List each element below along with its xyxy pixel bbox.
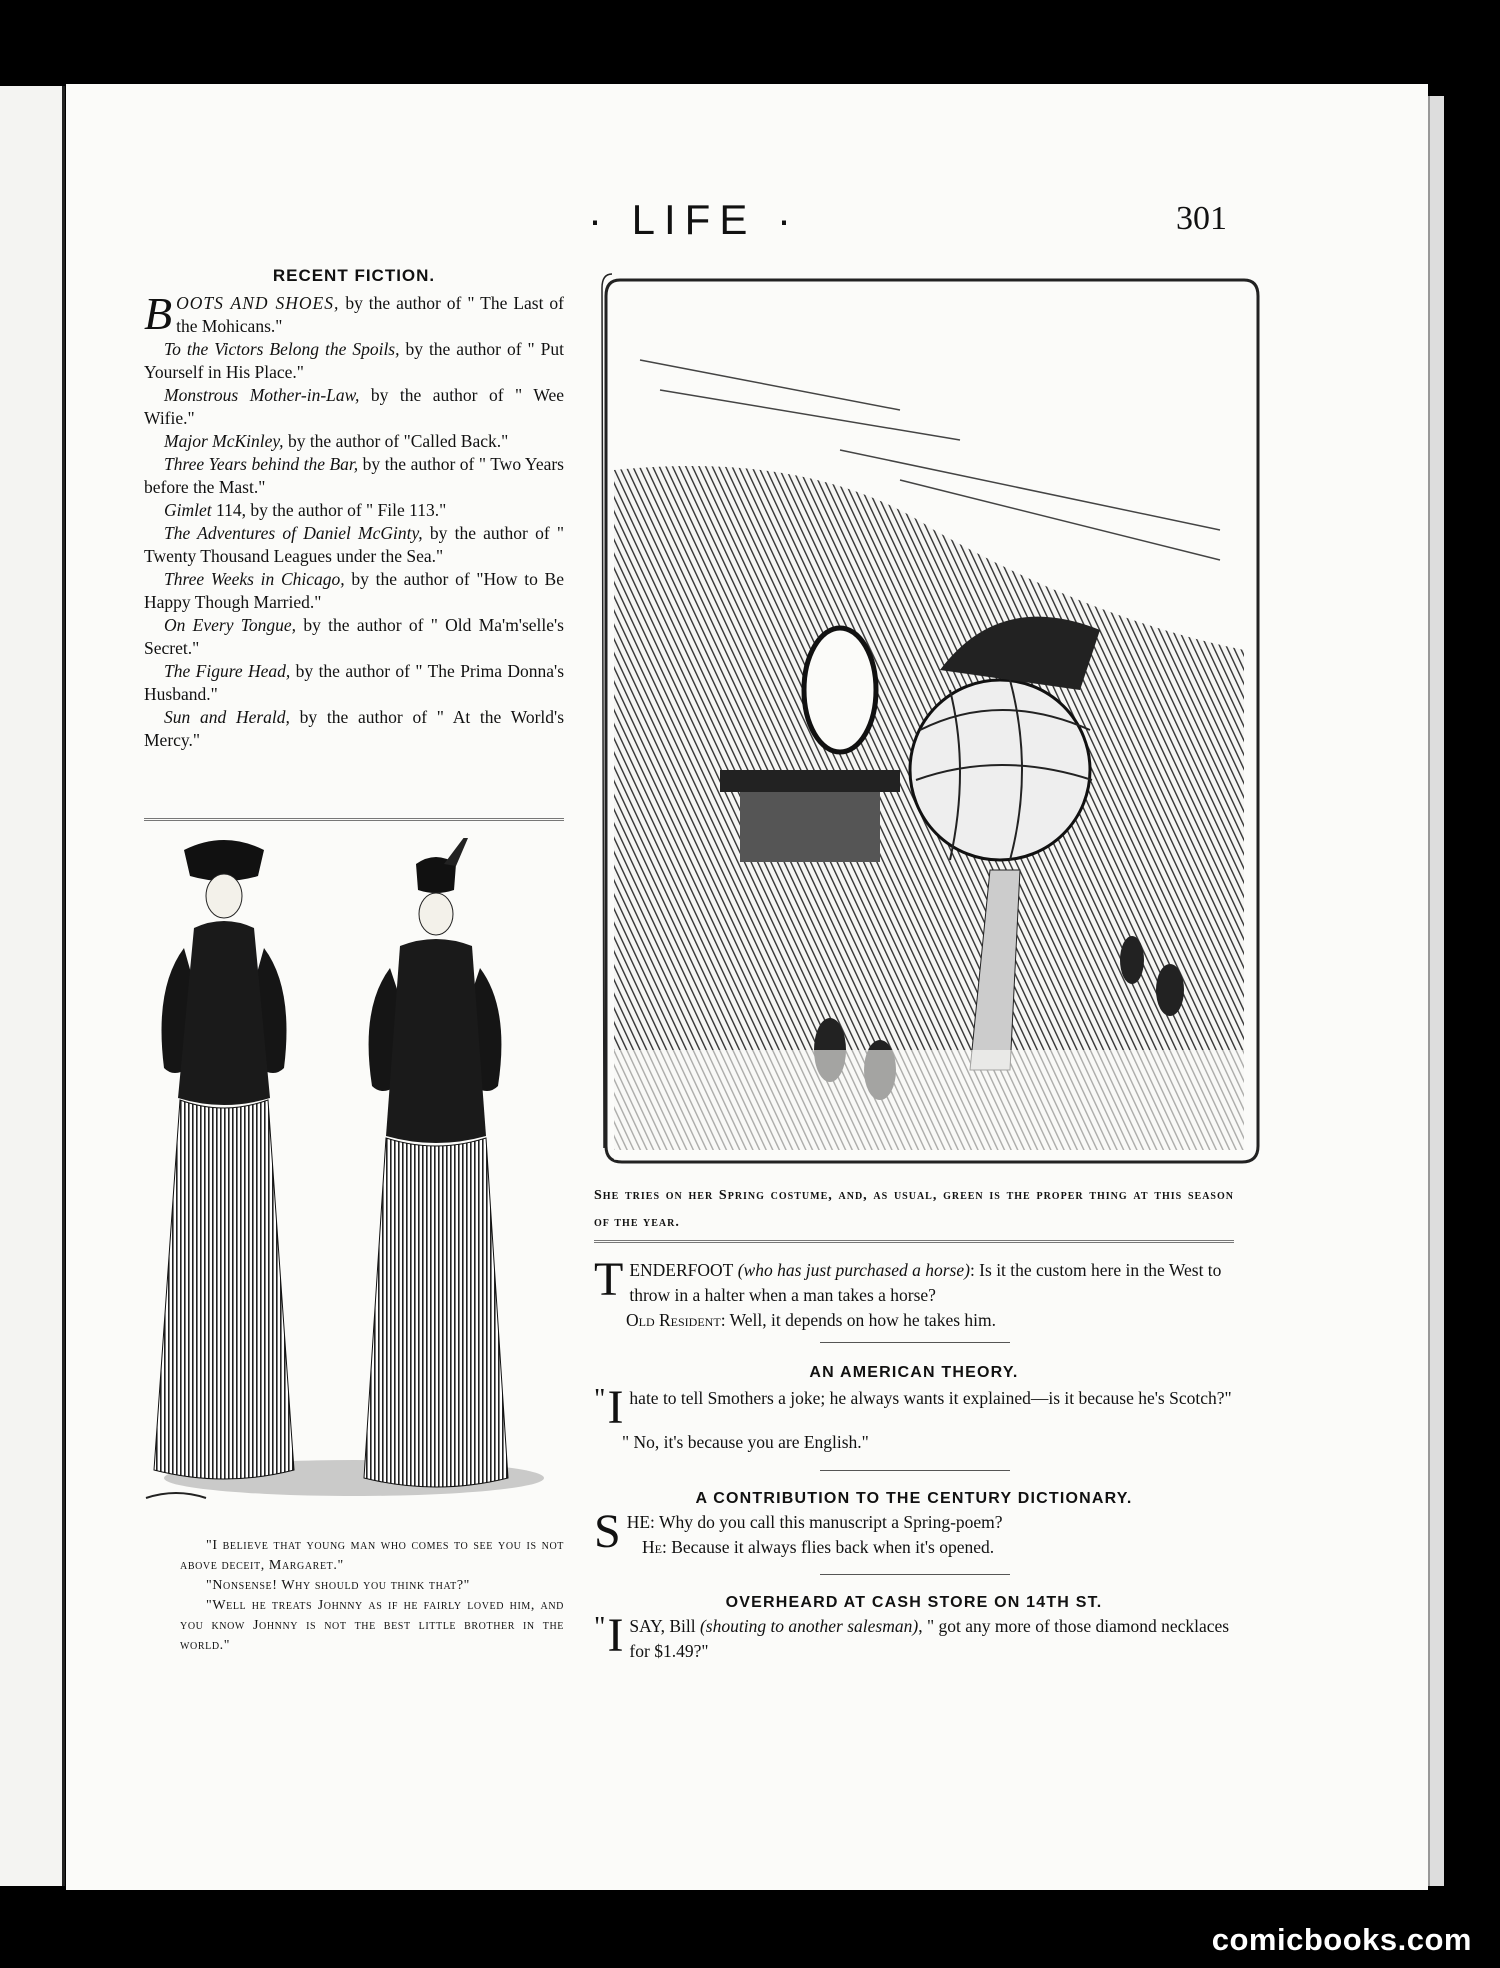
century-dictionary-title: A CONTRIBUTION TO THE CENTURY DICTIONARY. bbox=[695, 1490, 1133, 1507]
recent-fiction-list bbox=[144, 288, 565, 752]
joke-line: SHE: Why do you call this manuscript a Spring-poem? bbox=[594, 1505, 1003, 1558]
section-divider bbox=[820, 1342, 1010, 1343]
dropcap: B bbox=[144, 288, 173, 339]
recent-fiction-title: RECENT FICTION. bbox=[272, 266, 436, 285]
two-women-illustration bbox=[144, 838, 564, 1518]
fiction-entry: Monstrous Mother-in-Law, by the author of " Wee Wifie." bbox=[144, 385, 564, 428]
speaker: ENDERFOOT bbox=[629, 1260, 734, 1280]
cash-store-joke bbox=[594, 1609, 1234, 1664]
page-stack-edge bbox=[1428, 96, 1444, 1886]
women-caption bbox=[180, 1536, 564, 1656]
caption-line: "Well he treats Johnny as if he fairly loved him, and you know Johnny is not the best little brother in the world." bbox=[180, 1598, 564, 1653]
cash-store-title: OVERHEARD AT CASH STORE ON 14TH ST. bbox=[725, 1594, 1103, 1611]
dropcap: S bbox=[594, 1505, 621, 1558]
fiction-entry: Sun and Herald, by the author of " At the World's Mercy." bbox=[144, 707, 564, 750]
masthead-title: · LIFE · bbox=[588, 196, 801, 243]
dropcap: I bbox=[607, 1381, 624, 1434]
adjacent-page-edge bbox=[0, 86, 65, 1886]
fiction-entry: The Figure Head, by the author of " The Prima Donna's Husband." bbox=[144, 661, 565, 704]
joke-line: TENDERFOOT (who has just purchased a horse): Is it the custom here in the West to throw in a halter when a man takes a horse? bbox=[594, 1253, 1222, 1306]
dropcap: T bbox=[594, 1253, 624, 1306]
tenderfoot-joke bbox=[594, 1253, 1234, 1333]
fiction-entry: Three Years behind the Bar, by the author of " Two Years before the Mast." bbox=[144, 454, 564, 497]
fiction-entry: To the Victors Belong the Spoils, by the author of " Put Yourself in His Place." bbox=[144, 339, 564, 382]
joke-line: " I hate to tell Smothers a joke; he always wants it explained—is it because he's Scotch?" bbox=[594, 1381, 1232, 1434]
site-watermark: comicbooks.com bbox=[1211, 1922, 1472, 1957]
caption-line: "Nonsense! Why should you think that?" bbox=[206, 1578, 471, 1593]
fiction-entry: On Every Tongue, by the author of " Old Ma'm'selle's Secret." bbox=[144, 615, 564, 658]
joke-line: " I SAY, Bill (shouting to another salesman), " got any more of those diamond necklaces for $1.49?" bbox=[594, 1609, 1230, 1662]
american-theory-title: AN AMERICAN THEORY. bbox=[809, 1364, 1019, 1381]
century-dictionary-joke bbox=[594, 1505, 1234, 1560]
spring-costume-illustration bbox=[600, 270, 1264, 1170]
joke-line: He: Because it always flies back when it's opened. bbox=[642, 1537, 995, 1557]
dropcap: I bbox=[607, 1609, 624, 1662]
joke-line: Old Resident: Well, it depends on how he takes him. bbox=[626, 1310, 996, 1330]
american-theory-joke bbox=[594, 1381, 1234, 1455]
page-number: 301 bbox=[1176, 200, 1227, 237]
fiction-entry: Gimlet 114, by the author of " File 113." bbox=[164, 500, 447, 520]
speaker: He bbox=[642, 1537, 662, 1557]
joke-line: " No, it's because you are English." bbox=[622, 1432, 869, 1452]
fiction-entry: The Adventures of Daniel McGinty, by the author of " Twenty Thousand Leagues under the Sea." bbox=[144, 523, 564, 566]
stage-direction: (shouting to another salesman) bbox=[699, 1616, 919, 1636]
spring-caption: She tries on her Spring costume, and, as usual, green is the proper thing at this season of the year. bbox=[594, 1188, 1234, 1230]
fiction-entry: Major McKinley, by the author of "Called Back." bbox=[164, 431, 509, 451]
fiction-entry: Three Weeks in Chicago, by the author of "How to Be Happy Though Married." bbox=[144, 569, 564, 612]
fiction-entry: BOOTS AND SHOES, by the author of " The Last of the Mohicans." bbox=[144, 288, 564, 339]
stage-direction: (who has just purchased a horse) bbox=[737, 1260, 970, 1280]
section-divider bbox=[594, 1240, 1234, 1243]
speaker: Old Resident bbox=[626, 1310, 721, 1330]
caption-line: "I believe that young man who comes to see you is not above deceit, Margaret." bbox=[180, 1538, 564, 1573]
section-divider bbox=[820, 1574, 1010, 1575]
section-divider bbox=[144, 818, 564, 821]
section-divider bbox=[820, 1470, 1010, 1471]
speaker: HE bbox=[626, 1512, 651, 1532]
